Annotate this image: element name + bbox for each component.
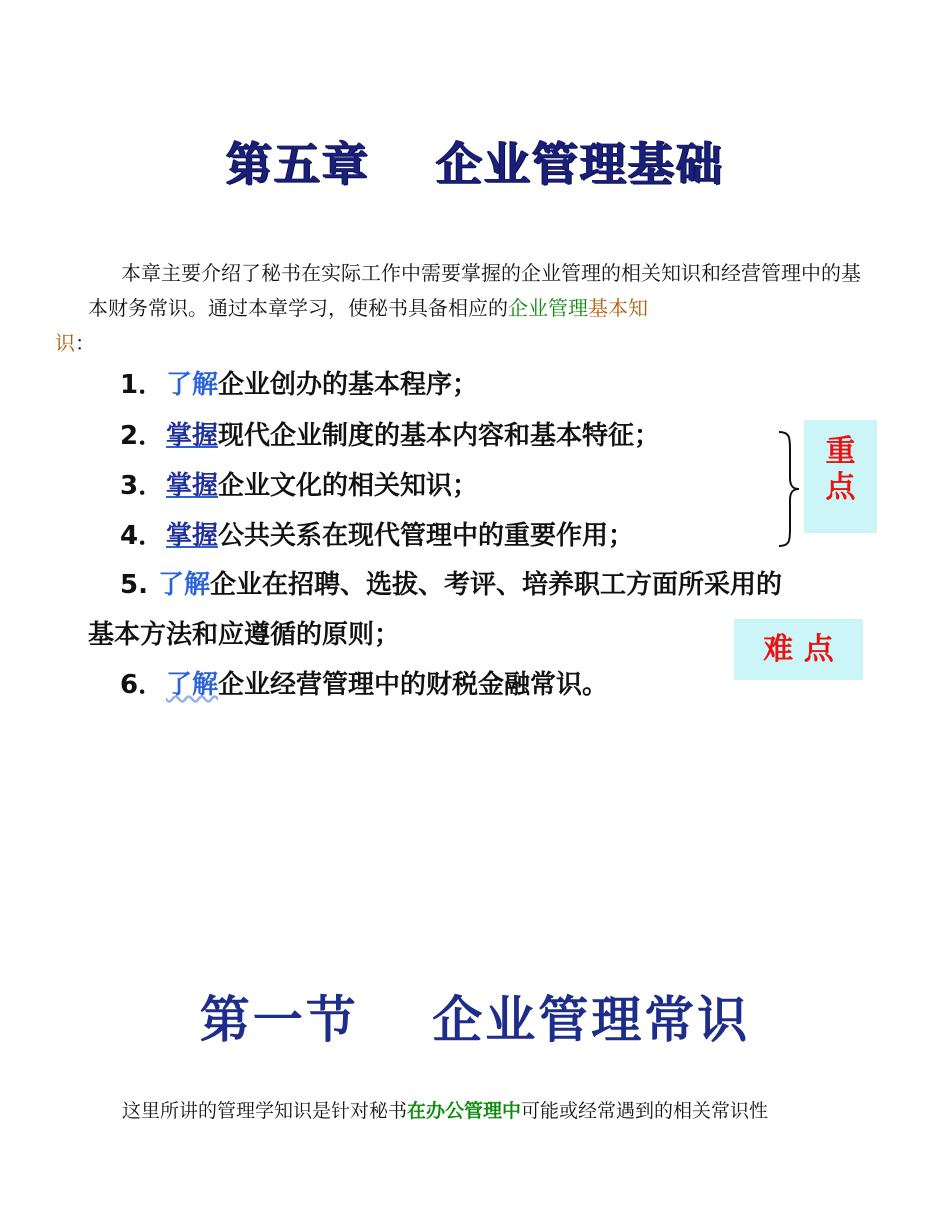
body-highlight-green: 在办公管理中 [407,1100,522,1122]
item-number: 1． [120,370,165,400]
focus-badge-line1: 重 [825,434,856,469]
focus-badge [804,420,877,533]
item-verb: 了解 [166,670,219,700]
difficult-badge: 难 点 [734,619,863,680]
body-paragraph [122,1096,882,1123]
item-number: 4． [120,521,165,551]
body-text: 这里所讲的管理学知识是针对秘书 [122,1100,408,1122]
item-verb: 了解 [166,370,219,400]
intro-highlight-brown-2: 识 [55,331,75,355]
item-text: 企业在招聘、选拔、考评、培养职工方面所采用的 [210,570,783,600]
intro-highlight-brown: 基本知 [588,296,648,320]
intro-colon: ： [75,331,95,355]
item-text: 公共关系在现代管理中的重要作用； [218,521,635,551]
item-text: 企业经营管理中的财税金融常识。 [218,670,609,700]
item-text-continued: 基本方法和应遵循的原则； [88,620,401,650]
item-number: 2． [120,421,165,451]
list-item [88,364,878,401]
body-text-after: 可能或经常遇到的相关常识性 [521,1100,769,1122]
item-verb: 掌握 [166,421,219,451]
list-item [88,415,878,452]
intro-paragraph [55,256,868,361]
curly-brace-icon [776,430,802,548]
list-item [88,465,878,502]
intro-text: 本章主要介绍了秘书在实际工作中需要掌握的企业管理的相关知识和经营管理中的基本财务常识。通过本章学习，使秘书具备相应的 [88,261,861,320]
section-title: 第一节 企业管理常识 [199,990,751,1049]
list-item [88,515,878,552]
item-verb: 掌握 [166,521,219,551]
chapter-title: 第五章 企业管理基础 [225,137,724,191]
item-text: 企业文化的相关知识； [218,471,479,501]
intro-highlight-green: 企业管理 [508,296,588,320]
item-verb: 掌握 [166,471,219,501]
list-item [88,564,878,601]
item-verb: 了解 [158,570,211,600]
item-number: 3． [120,471,165,501]
item-number: 6． [120,670,165,700]
item-number: 5. [120,570,148,600]
item-text: 现代企业制度的基本内容和基本特征； [218,421,661,451]
focus-badge-line2: 点 [825,470,856,505]
item-text: 企业创办的基本程序； [218,370,479,400]
